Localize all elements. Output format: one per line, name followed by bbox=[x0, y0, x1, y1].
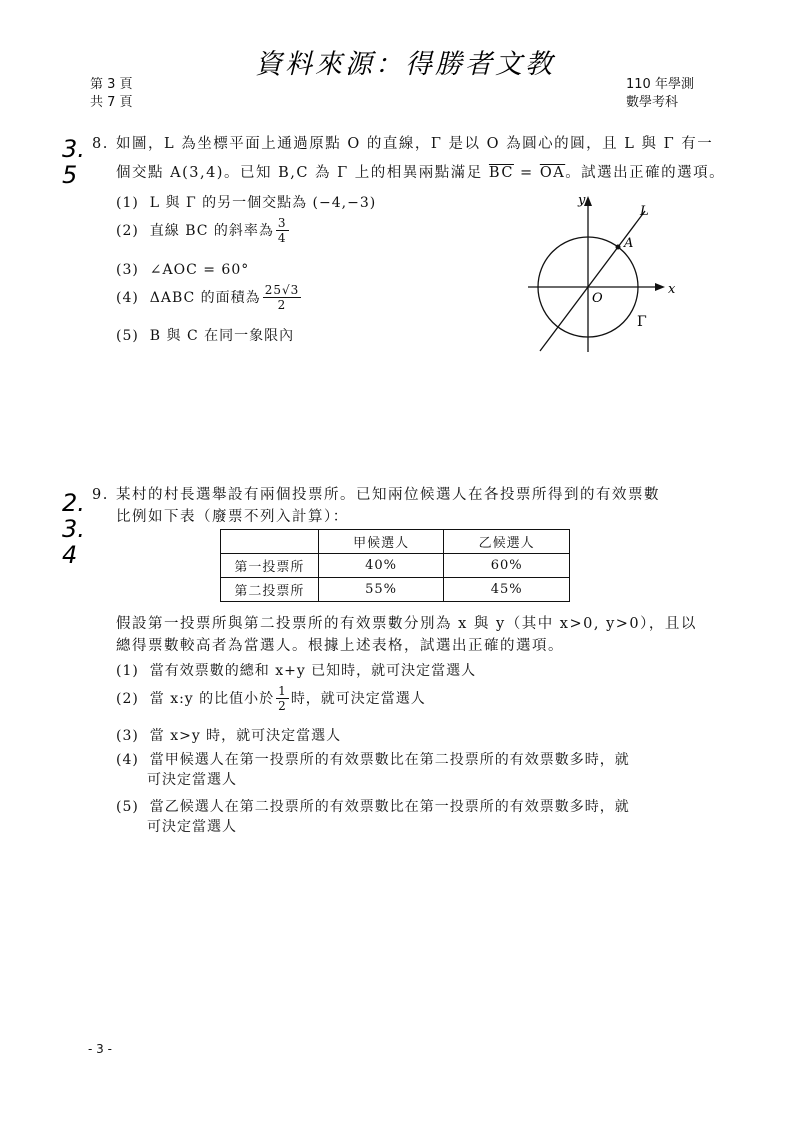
q9-assumption-line2: 總得票數較高者為當選人。根據上述表格，試選出正確的選項。 bbox=[116, 638, 564, 654]
q9-option-4 bbox=[116, 750, 630, 790]
option-text: B 與 C 在同一象限內 bbox=[149, 328, 295, 344]
q9-stem-line2: 比例如下表（廢票不列入計算）： bbox=[116, 509, 349, 525]
q9-answer-3: 4 bbox=[62, 541, 78, 569]
fraction-area bbox=[263, 283, 302, 312]
q8-option-4 bbox=[116, 283, 303, 312]
exam-info bbox=[626, 76, 694, 112]
option-label: (2) bbox=[116, 222, 139, 239]
label-y: y bbox=[578, 193, 586, 208]
option-text: 當 x:y 的比值小於 bbox=[149, 690, 275, 707]
label-a: A bbox=[624, 236, 634, 251]
q8-option-1 bbox=[116, 193, 376, 213]
fraction-3-4 bbox=[276, 216, 289, 245]
table-cell: 40% bbox=[318, 554, 444, 578]
option-text: ∠AOC = 60° bbox=[149, 262, 250, 278]
fraction-denominator: 2 bbox=[277, 298, 287, 312]
exam-year: 110 年學測 bbox=[626, 77, 694, 92]
q9-handwritten-answer bbox=[62, 490, 85, 568]
q8-option-5 bbox=[116, 326, 294, 346]
q9-option-1 bbox=[116, 661, 476, 681]
option-text-cont: 可決定當選人 bbox=[147, 819, 237, 835]
option-label: (3) bbox=[116, 728, 139, 744]
page-total: 共 7 頁 bbox=[90, 95, 133, 110]
table-cell: 60% bbox=[444, 554, 570, 578]
point-a bbox=[616, 245, 621, 250]
option-text-tail: 時，就可決定當選人 bbox=[290, 690, 426, 707]
option-label: (4) bbox=[116, 752, 139, 768]
vector-oa: $\overline{OA}$ bbox=[539, 165, 566, 181]
option-text: 當甲候選人在第一投票所的有效票數比在第二投票所的有效票數多時，就 bbox=[149, 752, 630, 768]
option-label: (4) bbox=[116, 289, 139, 306]
option-text: 當有效票數的總和 x+y 已知時，就可決定當選人 bbox=[149, 663, 477, 679]
option-label: (3) bbox=[116, 262, 139, 278]
vote-ratio-table bbox=[220, 529, 570, 602]
x-axis-arrow-icon bbox=[655, 283, 665, 291]
fraction-numerator: 25√3 bbox=[264, 283, 300, 297]
q9-assumption-line1: 假設第一投票所與第二投票所的有效票數分別為 x 與 y（其中 x>0, y>0），且以 bbox=[116, 616, 697, 632]
q9-stem-line1: 某村的村長選舉設有兩個投票所。已知兩位候選人在各投票所得到的有效票數 bbox=[116, 487, 660, 503]
page-number-footer: - 3 - bbox=[88, 1042, 112, 1056]
table-cell: 45% bbox=[444, 578, 570, 602]
option-label: (1) bbox=[116, 195, 139, 211]
option-text: 當乙候選人在第二投票所的有效票數比在第一投票所的有效票數多時，就 bbox=[149, 799, 630, 815]
q8-stem-line2-b: 。試選出正確的選項。 bbox=[565, 165, 726, 181]
q9-option-5 bbox=[116, 797, 630, 837]
table-row bbox=[221, 578, 570, 602]
option-text: 直線 BC 的斜率為 bbox=[149, 222, 274, 239]
q8-stem-line2-a: 個交點 A(3,4)。已知 B,C 為 Γ 上的相異兩點滿足 bbox=[116, 165, 489, 181]
line-l bbox=[540, 211, 645, 351]
q8-stem-line1: 如圖，L 為坐標平面上通過原點 O 的直線，Γ 是以 O 為圓心的圓，且 L 與 Γ 有一 bbox=[116, 136, 714, 152]
label-x: x bbox=[668, 282, 676, 297]
option-label: (2) bbox=[116, 690, 139, 707]
q8-stem-line2 bbox=[116, 162, 726, 184]
q8-option-2 bbox=[116, 216, 291, 245]
exam-subject: 數學考科 bbox=[626, 95, 679, 110]
page-indicator bbox=[90, 76, 133, 112]
q8-answer-1: 3. bbox=[62, 135, 85, 163]
q8-handwritten-answer bbox=[62, 136, 85, 188]
option-label: (5) bbox=[116, 328, 139, 344]
table-header-candidate-b: 乙候選人 bbox=[444, 530, 570, 554]
label-l: L bbox=[640, 204, 649, 219]
q8-option-3 bbox=[116, 260, 249, 280]
q8-figure bbox=[520, 190, 700, 360]
fraction-numerator: 1 bbox=[278, 684, 287, 698]
fraction-denominator: 2 bbox=[278, 699, 287, 713]
option-text: L 與 Γ 的另一個交點為 (−4,−3) bbox=[149, 195, 377, 211]
q9-answer-1: 2. bbox=[62, 489, 85, 517]
table-row-label: 第一投票所 bbox=[221, 554, 319, 578]
q9-option-2 bbox=[116, 684, 426, 713]
option-label: (5) bbox=[116, 799, 139, 815]
option-text: ΔABC 的面積為 bbox=[149, 289, 261, 306]
fraction-numerator: 3 bbox=[277, 216, 287, 230]
handwritten-source-note: 資料來源：得勝者文教 bbox=[255, 49, 555, 80]
table-row bbox=[221, 554, 570, 578]
q9-option-3 bbox=[116, 726, 341, 746]
q9-number: 9. bbox=[92, 487, 109, 503]
vector-equals: = bbox=[513, 165, 540, 181]
label-gamma: Γ bbox=[637, 314, 647, 330]
vector-bc: $\overline{BC}$ bbox=[488, 165, 514, 181]
table-header-row bbox=[221, 530, 570, 554]
table-cell: 55% bbox=[318, 578, 444, 602]
q8-number: 8. bbox=[92, 136, 109, 152]
label-o: O bbox=[592, 291, 603, 306]
fraction-denominator: 4 bbox=[277, 231, 287, 245]
fraction-1-2 bbox=[276, 684, 289, 713]
option-text: 當 x>y 時，就可決定當選人 bbox=[149, 728, 342, 744]
q9-answer-2: 3. bbox=[62, 515, 85, 543]
q8-answer-2: 5 bbox=[62, 161, 78, 189]
option-text-cont: 可決定當選人 bbox=[147, 772, 237, 788]
table-corner bbox=[221, 530, 319, 554]
option-label: (1) bbox=[116, 663, 139, 679]
page-current: 第 3 頁 bbox=[90, 77, 133, 92]
table-row-label: 第二投票所 bbox=[221, 578, 319, 602]
table-header-candidate-a: 甲候選人 bbox=[318, 530, 444, 554]
